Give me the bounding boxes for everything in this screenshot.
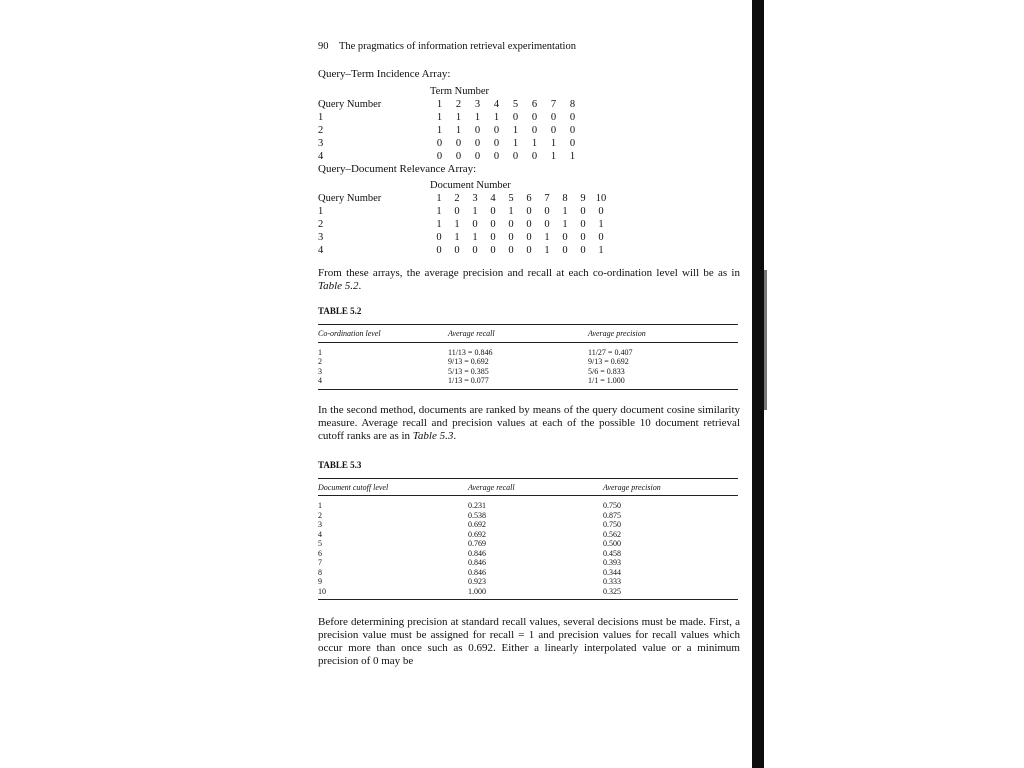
array-cell: 1 bbox=[436, 125, 443, 136]
array-cell: 0 bbox=[531, 112, 538, 123]
table-cell: 3 bbox=[318, 366, 322, 376]
array-cell: 1 bbox=[544, 232, 550, 243]
paragraph-end: . bbox=[358, 280, 362, 292]
paragraph-arrays-summary bbox=[318, 267, 740, 293]
document-column-header: 4 bbox=[490, 193, 496, 204]
table-row bbox=[318, 587, 738, 600]
array-cell: 1 bbox=[598, 219, 604, 230]
paragraph-standard-recall: Before determining precision at standard recall values, several decisions must be made. First, a precision value must be assigned for recall = 1 and precision values for recall values which occur more than once such as 0.692. Either a linearly interpolated value or a minimum precision of 0 may be bbox=[318, 616, 740, 667]
scan-edge-bar bbox=[752, 0, 764, 768]
paragraph-text: In the second method, documents are ranked by means of the query document cosine similarity measure. Average recall and precision values at each of the possible 10 document retrieval cutoff ranks are as in bbox=[318, 403, 740, 442]
array-cell: 0 bbox=[474, 125, 481, 136]
query-row-label: 3 bbox=[318, 232, 324, 243]
array-cell: 1 bbox=[436, 219, 442, 230]
table-row bbox=[318, 539, 738, 549]
array-cell: 1 bbox=[472, 206, 478, 217]
table-cell: 0.333 bbox=[603, 577, 621, 586]
array-cell: 0 bbox=[544, 219, 550, 230]
array-row bbox=[318, 205, 610, 218]
table-row bbox=[318, 530, 738, 540]
query-row-label: 1 bbox=[318, 112, 324, 123]
array-cell: 0 bbox=[472, 219, 478, 230]
array-cell: 0 bbox=[455, 138, 462, 149]
array-cell: 1 bbox=[508, 206, 514, 217]
array-cell: 0 bbox=[490, 219, 496, 230]
table-reference: Table 5.3 bbox=[412, 429, 454, 442]
query-document-array-caption: Query–Document Relevance Array: bbox=[318, 163, 477, 175]
array-cell: 0 bbox=[436, 138, 443, 149]
table-row bbox=[318, 376, 738, 389]
table-reference: Table 5.2 bbox=[318, 280, 359, 292]
table-cell: 11/13 = 0.846 bbox=[448, 347, 493, 357]
array-cell: 1 bbox=[562, 219, 568, 230]
table-cell: 5/6 = 0.833 bbox=[588, 366, 625, 376]
term-column-header: 5 bbox=[512, 99, 519, 110]
array-cell: 0 bbox=[490, 245, 496, 256]
array-cell: 0 bbox=[580, 245, 586, 256]
query-row-label: 4 bbox=[318, 151, 324, 162]
query-number-header: Query Number bbox=[318, 99, 382, 110]
array-cell: 1 bbox=[493, 112, 500, 123]
array-cell: 0 bbox=[569, 125, 576, 136]
array-cell: 1 bbox=[550, 138, 557, 149]
column-header-document-cutoff-level: Document cutoff level bbox=[318, 478, 468, 496]
array-cell: 1 bbox=[550, 151, 557, 162]
document-column-header: 2 bbox=[454, 193, 460, 204]
term-column-header: 1 bbox=[436, 99, 443, 110]
term-column-header: 2 bbox=[455, 99, 462, 110]
term-column-header: 7 bbox=[550, 99, 557, 110]
array-cell: 1 bbox=[569, 151, 576, 162]
array-row bbox=[318, 150, 582, 163]
column-header-average-recall: Average recall bbox=[468, 478, 603, 496]
table-cell: 5 bbox=[318, 539, 322, 548]
array-cell: 0 bbox=[531, 151, 538, 162]
table-cell: 1/1 = 1.000 bbox=[588, 376, 625, 385]
document-column-header: 5 bbox=[508, 193, 514, 204]
table-header-row bbox=[318, 325, 738, 343]
table-cell: 1.000 bbox=[468, 586, 486, 596]
array-cell: 0 bbox=[493, 125, 500, 136]
table-cell: 2 bbox=[318, 510, 322, 520]
array-cell: 1 bbox=[598, 245, 604, 256]
table-cell: 1 bbox=[318, 501, 322, 510]
array-cell: 0 bbox=[526, 245, 532, 256]
array-cell: 1 bbox=[562, 206, 568, 217]
document-column-header: 1 bbox=[436, 193, 442, 204]
array-cell: 0 bbox=[472, 245, 478, 256]
query-row-label: 2 bbox=[318, 219, 324, 230]
array-cell: 0 bbox=[598, 206, 604, 217]
table-cell: 9/13 = 0.692 bbox=[448, 357, 489, 366]
table-cell: 0.325 bbox=[603, 586, 621, 596]
table-row bbox=[318, 496, 738, 511]
running-head-title: The pragmatics of information retrieval experimentation bbox=[338, 41, 576, 52]
table-row bbox=[318, 342, 738, 357]
table-cell: 0.769 bbox=[468, 539, 486, 548]
paragraph-text: From these arrays, the average precision and recall at each co-ordination level will be as in bbox=[318, 267, 740, 279]
table-cell: 4 bbox=[318, 529, 322, 539]
column-header-average-precision: Average precision bbox=[603, 478, 738, 496]
document-column-header: 3 bbox=[472, 193, 478, 204]
table-cell: 0.393 bbox=[603, 558, 621, 567]
table-cell: 0.458 bbox=[603, 548, 621, 558]
table-cell: 0.750 bbox=[603, 520, 621, 529]
term-column-header: 3 bbox=[474, 99, 481, 110]
array-cell: 0 bbox=[493, 151, 500, 162]
array-cell: 0 bbox=[526, 232, 532, 243]
array-cell: 0 bbox=[598, 232, 604, 243]
array-cell: 1 bbox=[455, 125, 462, 136]
query-term-array bbox=[318, 85, 582, 163]
document-column-header: 9 bbox=[580, 193, 586, 204]
array-cell: 0 bbox=[580, 206, 586, 217]
array-cell: 0 bbox=[493, 138, 500, 149]
table-row bbox=[318, 520, 738, 530]
array-cell: 1 bbox=[531, 138, 538, 149]
table-5-2-label: TABLE 5.2 bbox=[318, 306, 362, 316]
array-cell: 1 bbox=[544, 245, 550, 256]
query-row-label: 4 bbox=[318, 245, 324, 256]
array-cell: 0 bbox=[562, 232, 568, 243]
array-cell: 0 bbox=[508, 219, 514, 230]
array-row bbox=[318, 111, 582, 124]
table-cell: 0.500 bbox=[603, 539, 621, 548]
page-number: 90 bbox=[318, 41, 329, 52]
array-row bbox=[318, 137, 582, 150]
array-cell: 0 bbox=[550, 125, 557, 136]
table-cell: 6 bbox=[318, 548, 322, 558]
term-column-header: 4 bbox=[493, 99, 500, 110]
table-cell: 0.923 bbox=[468, 577, 486, 586]
array-column-header-row bbox=[318, 98, 582, 111]
column-header-average-recall: Average recall bbox=[448, 325, 588, 343]
table-5-3-label: TABLE 5.3 bbox=[318, 459, 362, 470]
array-column-header-row bbox=[318, 192, 610, 205]
table-cell: 0.692 bbox=[468, 520, 486, 529]
table-row bbox=[318, 511, 738, 521]
array-cell: 1 bbox=[436, 206, 442, 217]
array-cell: 1 bbox=[454, 232, 460, 243]
term-number-label: Term Number bbox=[430, 86, 490, 97]
table-header-row bbox=[318, 478, 738, 496]
query-number-header: Query Number bbox=[318, 193, 382, 204]
array-cell: 0 bbox=[454, 206, 460, 217]
array-cell: 0 bbox=[508, 245, 514, 256]
array-cell: 0 bbox=[455, 151, 462, 162]
array-cell: 0 bbox=[508, 232, 514, 243]
table-cell: 1/13 = 0.077 bbox=[448, 376, 489, 385]
table-cell: 8 bbox=[318, 567, 322, 577]
array-cell: 0 bbox=[436, 232, 442, 243]
array-cell: 0 bbox=[580, 232, 586, 243]
array-cell: 0 bbox=[512, 112, 519, 123]
array-cell: 0 bbox=[569, 138, 576, 149]
array-cell: 0 bbox=[436, 151, 443, 162]
table-cell: 0.846 bbox=[468, 548, 486, 558]
array-cell: 0 bbox=[512, 151, 519, 162]
array-cell: 0 bbox=[550, 112, 557, 123]
array-cell: 1 bbox=[512, 125, 519, 136]
array-cell: 0 bbox=[490, 232, 496, 243]
table-cell: 0.750 bbox=[603, 501, 621, 510]
array-cell: 1 bbox=[472, 232, 478, 243]
array-row bbox=[318, 218, 610, 231]
table-row bbox=[318, 549, 738, 559]
array-cell: 0 bbox=[474, 151, 481, 162]
table-cell: 7 bbox=[318, 558, 322, 567]
document-column-header: 10 bbox=[595, 193, 607, 204]
array-row bbox=[318, 244, 610, 257]
array-cell: 0 bbox=[526, 219, 532, 230]
term-column-header: 8 bbox=[569, 99, 576, 110]
query-row-label: 2 bbox=[318, 125, 324, 136]
table-row bbox=[318, 577, 738, 587]
array-cell: 1 bbox=[455, 112, 462, 123]
array-cell: 0 bbox=[490, 206, 496, 217]
array-cell: 1 bbox=[454, 219, 460, 230]
column-header-average-precision: Average precision bbox=[588, 325, 738, 343]
table-cell: 5/13 = 0.385 bbox=[448, 366, 489, 376]
array-cell: 0 bbox=[436, 245, 442, 256]
table-cell: 11/27 = 0.407 bbox=[588, 347, 633, 357]
table-cell: 10 bbox=[318, 586, 326, 596]
table-5-3 bbox=[318, 478, 738, 601]
table-cell: 0.846 bbox=[468, 558, 486, 567]
array-cell: 0 bbox=[580, 219, 586, 230]
paragraph-end: . bbox=[453, 429, 457, 442]
table-cell: 0.875 bbox=[603, 510, 621, 520]
table-cell: 0.344 bbox=[603, 567, 621, 577]
array-cell: 0 bbox=[569, 112, 576, 123]
array-cell: 0 bbox=[562, 245, 568, 256]
book-page bbox=[318, 40, 740, 668]
document-column-header: 8 bbox=[562, 193, 568, 204]
query-row-label: 1 bbox=[318, 206, 324, 217]
table-cell: 9 bbox=[318, 577, 322, 586]
table-5-2 bbox=[318, 324, 738, 390]
table-cell: 4 bbox=[318, 376, 322, 385]
document-column-header: 6 bbox=[526, 193, 532, 204]
table-cell: 0.538 bbox=[468, 510, 486, 520]
array-cell: 0 bbox=[526, 206, 532, 217]
array-row bbox=[318, 124, 582, 137]
column-header-coordination-level: Co-ordination level bbox=[318, 325, 448, 343]
array-cell: 0 bbox=[454, 245, 460, 256]
document-column-header: 7 bbox=[544, 193, 550, 204]
paragraph-second-method bbox=[318, 404, 740, 443]
array-cell: 1 bbox=[436, 112, 443, 123]
query-term-array-caption: Query–Term Incidence Array: bbox=[318, 68, 451, 80]
table-cell: 0.846 bbox=[468, 567, 486, 577]
array-cell: 1 bbox=[474, 112, 481, 123]
array-group-header-row bbox=[318, 179, 610, 192]
table-cell: 1 bbox=[318, 347, 322, 357]
table-cell: 0.231 bbox=[468, 501, 486, 510]
array-group-header-row bbox=[318, 85, 582, 98]
document-number-label: Document Number bbox=[430, 180, 511, 191]
array-row bbox=[318, 231, 610, 244]
table-cell: 0.692 bbox=[468, 529, 486, 539]
table-cell: 0.562 bbox=[603, 529, 621, 539]
table-cell: 3 bbox=[318, 520, 322, 529]
table-cell: 9/13 = 0.692 bbox=[588, 357, 629, 366]
term-column-header: 6 bbox=[531, 99, 538, 110]
array-cell: 0 bbox=[531, 125, 538, 136]
query-document-array bbox=[318, 179, 610, 257]
table-cell: 2 bbox=[318, 357, 322, 366]
table-row bbox=[318, 367, 738, 377]
table-row bbox=[318, 568, 738, 578]
array-cell: 0 bbox=[474, 138, 481, 149]
scan-edge-shadow bbox=[764, 270, 767, 410]
query-row-label: 3 bbox=[318, 138, 324, 149]
array-cell: 0 bbox=[544, 206, 550, 217]
table-row bbox=[318, 357, 738, 367]
table-row bbox=[318, 558, 738, 568]
array-cell: 1 bbox=[512, 138, 519, 149]
running-head bbox=[318, 40, 740, 53]
